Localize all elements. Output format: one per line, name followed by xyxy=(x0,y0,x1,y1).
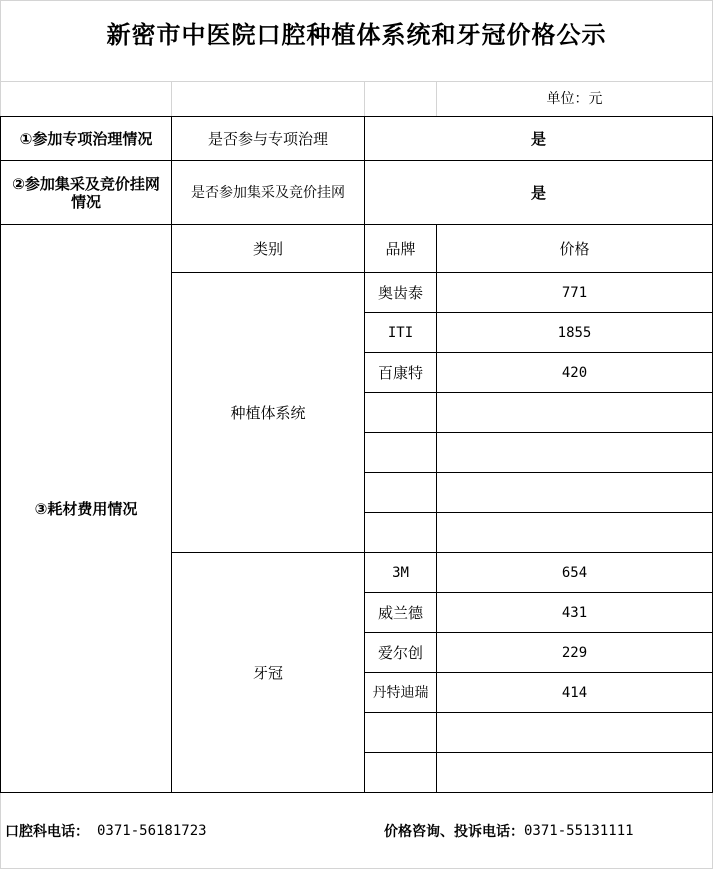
price-cell: 431 xyxy=(561,604,588,621)
complaint-phone-label: 价格咨询、投诉电话： xyxy=(384,824,524,840)
brand-cell xyxy=(365,713,436,752)
section3-label: ③耗材费用情况 xyxy=(34,499,138,518)
brand-cell xyxy=(365,513,436,552)
brand-cell: 丹特迪瑞 xyxy=(372,684,429,701)
section1-answer: 是 xyxy=(530,129,546,148)
complaint-phone-line xyxy=(384,820,634,842)
brand-cell xyxy=(365,473,436,512)
category-crown: 牙冠 xyxy=(252,663,283,682)
price-cell xyxy=(437,393,712,432)
price-cell xyxy=(437,473,712,512)
header-price: 价格 xyxy=(559,239,590,258)
page-title: 新密市中医院口腔种植体系统和牙冠价格公示 xyxy=(106,19,607,49)
section1-label: ①参加专项治理情况 xyxy=(19,129,153,148)
brand-cell: 威兰德 xyxy=(377,603,423,622)
brand-cell: 奥齿泰 xyxy=(377,283,423,302)
brand-cell: 3M xyxy=(392,564,409,581)
header-brand: 品牌 xyxy=(385,239,416,258)
complaint-phone-number: 0371-55131111 xyxy=(524,823,634,839)
price-cell: 229 xyxy=(561,644,588,661)
brand-cell xyxy=(365,753,436,792)
dept-phone-label: 口腔科电话： xyxy=(5,824,89,840)
brand-cell xyxy=(365,393,436,432)
price-cell xyxy=(437,513,712,552)
unit-label: 单位：元 xyxy=(546,91,603,107)
dept-phone-number: 0371-56181723 xyxy=(97,823,207,839)
category-implant: 种植体系统 xyxy=(230,403,306,422)
brand-cell xyxy=(365,433,436,472)
section2-answer: 是 xyxy=(530,183,546,202)
dept-phone-line xyxy=(5,820,207,842)
price-cell xyxy=(437,433,712,472)
price-cell: 771 xyxy=(561,284,588,301)
price-cell: 414 xyxy=(561,684,588,701)
section2-label: ②参加集采及竞价挂网情况 xyxy=(12,174,160,211)
price-cell xyxy=(437,753,712,792)
brand-cell: 百康特 xyxy=(377,363,423,382)
brand-cell: ITI xyxy=(387,324,414,341)
brand-cell: 爱尔创 xyxy=(377,643,423,662)
section1-question: 是否参与专项治理 xyxy=(207,129,328,148)
price-cell: 1855 xyxy=(557,324,592,341)
price-cell: 654 xyxy=(561,564,588,581)
price-cell xyxy=(437,713,712,752)
header-category: 类别 xyxy=(252,239,283,258)
section2-question: 是否参加集采及竞价挂网 xyxy=(191,184,345,201)
price-cell: 420 xyxy=(561,364,588,381)
